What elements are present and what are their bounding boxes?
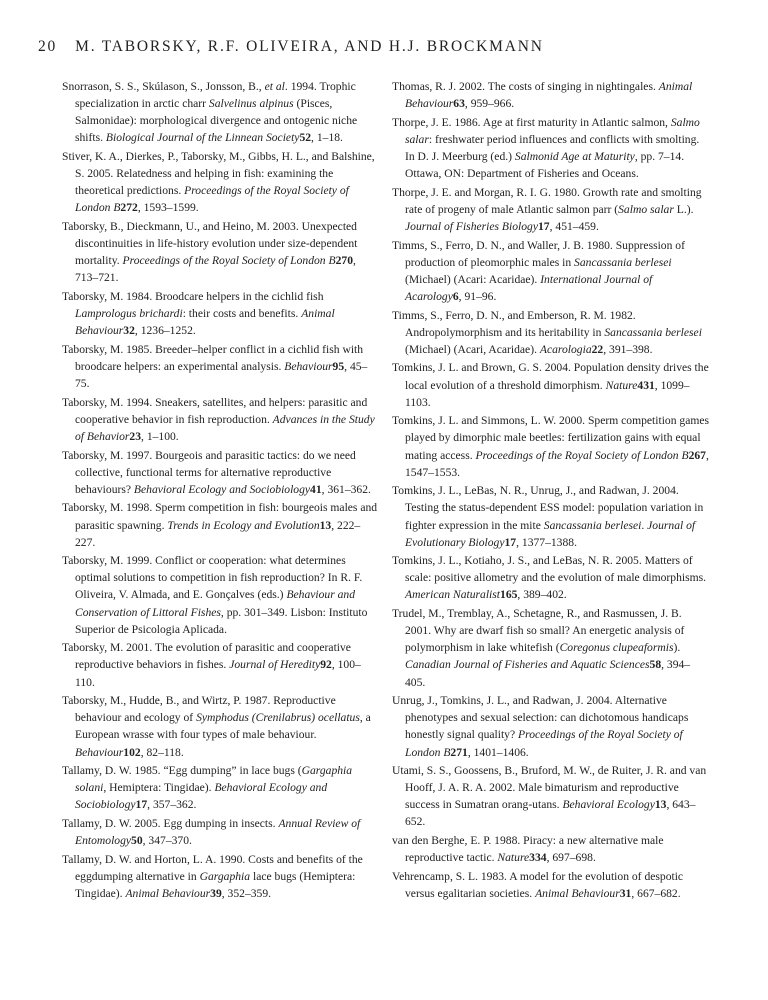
ref-text: Taborsky, M. 2001. The evolution of parasitic and cooperative reproductive behaviors in fishes. [62,641,351,672]
ref-text: Taborsky, M. 1998. Sperm competition in fish: bourgeois males and parasitic spawning. [62,501,378,532]
ref-text: ). [673,641,681,655]
reference-column-left [62,78,380,904]
volume-number: 272 [120,201,138,215]
ref-text: Taborsky, M. 1997. Bourgeois and parasitic tactics: do we need collective, functional terms for alternative reproductive behaviours? [62,448,356,496]
volume-number: 17 [135,798,148,812]
ref-italic: et al [264,80,285,93]
reference-entry [62,552,380,637]
page-range: , 959–966. [464,97,515,111]
journal-title: Behavioral Ecology [562,798,655,812]
page-range: , 697–698. [546,851,596,865]
ref-text: Taborsky, M. 1999. Conflict or cooperation: what determines optimal solutions to competition in fish reproduction? In R. F. Oliveira, V. Almada, and E. Gonçalves (eds.) [62,554,363,602]
journal-title: Canadian Journal of Fisheries and Aquatic Sciences [405,658,650,672]
ref-text: Tomkins, J. L., Kotiaho, J. S., and LeBas, N. R. 2005. Matters of scale: positive allometry and the evolution of male dimorphisms. [392,554,707,585]
page-range: , 100–110. [75,658,361,689]
page-range: , 1–100. [141,429,179,443]
ref-text: Taborsky, M., Hudde, B., and Wirtz, P. 1987. Reproductive behaviour and ecology of [62,694,336,725]
ref-text: Tallamy, D. W. and Horton, L. A. 1990. Costs and benefits of the eggdumping alternative in [62,852,363,883]
reference-entry [392,832,710,866]
reference-entry [392,552,710,603]
ref-text: Stiver, K. A., Dierkes, P., Taborsky, M., Gibbs, H. L., and Balshine, S. 2005. Relatedness and helping in fish: examining the theoretical predictions. [62,149,375,198]
journal-title: Behavioral Ecology and Sociobiology [75,781,328,812]
species-name: Sancassania berlesei [543,518,642,532]
journal-title: Animal Behaviour [125,887,211,901]
volume-number: 165 [500,588,518,602]
volume-number: 13 [319,518,332,532]
page-range: , 643–652. [405,798,696,829]
volume-number: 41 [310,482,322,496]
running-header [38,38,738,56]
ref-text: Tomkins, J. L. and Brown, G. S. 2004. Population density drives the local evolution of a threshold dimorphism. [392,361,709,392]
ref-text: Vehrencamp, S. L. 1983. A model for the evolution of despotic versus egalitarian societies. [392,869,684,901]
journal-title: Acarologia [539,342,592,356]
reference-entry [392,78,710,112]
ref-text: (Michael) (Acari: Acaridae). [405,272,541,286]
ref-text: . [641,518,648,532]
journal-title: Behaviour and Conservation of Littoral Fishes [75,588,356,619]
page-range: , 1377–1388. [516,535,577,549]
journal-title: Behavioral Ecology and Sociobiology [133,482,311,496]
species-name: Lamprologus brichardi [75,307,183,320]
page-range: , 389–402. [517,588,567,602]
ref-text: Tomkins, J. L., LeBas, N. R., Unrug, J., and Radwan, J. 2004. Testing the status-dependent ESS model: population variation in fighter expression in the mite [392,484,704,532]
page-range: , 394–405. [405,658,691,689]
reference-entry [392,359,710,410]
species-name: Salvelinus alpinus [208,97,294,111]
ref-text: Tallamy, D. W. 2005. Egg dumping in insects. [62,817,279,831]
reference-entry [62,692,380,760]
journal-title: Animal Behaviour [535,887,620,901]
reference-entry [62,341,380,392]
page-range: , 347–370. [142,834,192,848]
page-range: , 357–362. [147,798,197,812]
ref-text: : their costs and benefits. [182,307,302,320]
journal-title: Journal of Evolutionary Biology [405,518,696,549]
journal-title: Animal Behaviour [405,80,693,111]
ref-text: , Hemiptera: Tingidae). [103,781,215,795]
journal-title: Proceedings of the Royal Society of London B [475,448,689,462]
reference-entry [62,851,380,902]
ref-text: Tomkins, J. L. and Simmons, L. W. 2000. Sperm competition games played by dimorphic male beetles: fertilization gains with equal mating access. [392,414,710,462]
page-range: , 1236–1252. [134,324,196,338]
species-name: Symphodus (Crenilabrus) ocellatus [196,711,360,725]
reference-entry [62,288,380,339]
journal-title: International Journal of Acarology [405,272,653,303]
reference-entry [392,184,710,235]
reference-entry [392,307,710,358]
volume-number: 31 [619,887,632,901]
page-range: , 1401–1406. [467,745,529,759]
page-range: , 82–118. [140,745,184,759]
ref-text: L.). [673,202,694,216]
ref-text: Timms, S., Ferro, D. N., and Emberson, R. M. 1982. Andropolymorphism and its heritability in [392,308,636,339]
species-name: Gargaphia [199,869,251,883]
reference-entry [62,447,380,498]
ref-text: Trudel, M., Tremblay, A., Schetagne, R., and Rasmussen, J. B. 2001. Why are dwarf fish so small? An energetic analysis of polymorphism in lake whitefish ( [392,607,685,655]
volume-number: 92 [320,658,332,672]
ref-text: Timms, S., Ferro, D. N., and Waller, J. B. 1980. Suppression of production of pleomorphic males in [392,238,685,269]
volume-number: 6 [452,289,459,303]
ref-text: , a European wrasse with four types of male behaviour. [75,711,371,742]
volume-number: 58 [649,658,662,672]
reference-entry [392,482,710,550]
ref-text: (Pisces, Salmonidae): morphological divergence and ontogenic niche shifts. [75,97,358,145]
journal-title: Annual Review of Entomology [75,817,361,848]
ref-text: Thorpe, J. E. 1986. Age at first maturity in Atlantic salmon, [392,115,671,129]
journal-title: Trends in Ecology and Evolution [167,518,320,532]
volume-number: 50 [131,834,143,848]
ref-text: : freshwater period influences and conflicts with smolting. In D. J. Meerburg (ed.) [405,132,700,163]
reference-entry [62,499,380,550]
page-range: , 352–359. [221,887,272,901]
journal-title: Proceedings of the Royal Society of London B [122,254,336,268]
reference-entry [62,78,380,146]
page-range: , 1547–1553. [405,448,709,479]
page-range: , 222–227. [75,518,361,549]
volume-number: 334 [529,851,547,865]
journal-title: Animal Behaviour [75,307,335,338]
volume-number: 267 [688,448,706,462]
page-number: 20 [38,38,58,55]
reference-entry [62,148,380,216]
running-title: M. TABORSKY, R.F. OLIVEIRA, AND H.J. BROCKMANN [75,38,544,55]
page-range: , 361–362. [321,482,371,496]
ref-text: Taborsky, B., Dieckmann, U., and Heino, M. 2003. Unexpected discontinuities in life-history evolution under size-dependent mortality. [62,219,358,268]
ref-text: (Michael) (Acari, Acaridae). [405,342,540,356]
ref-text: van den Berghe, E. P. 1988. Piracy: a new alternative male reproductive tactic. [392,834,664,865]
page-range: , pp. 301–349. Lisbon: Instituto Superior de Psicologia Aplicada. [75,605,368,636]
species-name: Sancassania berlesei [574,255,672,269]
volume-number: 270 [335,254,353,268]
reference-entry [62,815,380,849]
journal-title: Journal of Fisheries Biology [405,219,538,233]
volume-number: 102 [123,745,141,759]
volume-number: 13 [654,798,667,812]
page-range: , 1593–1599. [137,201,199,215]
volume-number: 431 [637,378,655,392]
page-range: , 451–459. [549,219,599,233]
volume-number: 52 [299,131,312,145]
journal-title: American Naturalist [405,588,501,602]
volume-number: 23 [129,429,142,443]
reference-entry [392,762,710,830]
reference-entry [392,692,710,760]
species-name: Salmo salar [618,202,674,216]
page-range: , 1099–1103. [405,378,690,409]
volume-number: 271 [450,745,468,759]
volume-number: 17 [504,535,517,549]
journal-title: Advances in the Study of Behavior [75,412,375,443]
journal-title: Nature [497,851,530,865]
reference-entry [392,868,710,902]
species-name: Salmo salar [405,115,700,146]
ref-text: Utami, S. S., Goossens, B., Bruford, M. W., de Ruiter, J. R. and van Hooff, J. A. R. A. 2002. Male bimaturism and reproductive success in Sumatran orang-utans. [392,764,707,812]
page-range: , 45–75. [75,359,368,390]
journal-title: Proceedings of the Royal Society of London B [75,184,349,215]
ref-text: Thomas, R. J. 2002. The costs of singing in nightingales. [392,80,659,93]
ref-text: Snorrason, S. S., Skúlason, S., Jonsson, B., [62,80,265,93]
species-name: Gargaphia solani [75,764,353,795]
journal-title: Proceedings of the Royal Society of London B [405,728,683,759]
species-name: Coregonus clupeaformis [559,641,674,655]
reference-column-right [392,78,710,904]
page-range: , 667–682. [631,887,681,901]
ref-text: Taborsky, M. 1984. Broodcare helpers in the cichlid fish [62,289,324,303]
ref-text: Taborsky, M. 1985. Breeder–helper conflict in a cichlid fish with broodcare helpers: an experimental analysis. [62,342,364,373]
ref-text: lace bugs (Hemiptera: Tingidae). [75,869,356,901]
volume-number: 39 [210,887,222,901]
reference-entry [62,218,380,286]
volume-number: 63 [453,97,465,111]
page-range: , 91–96. [458,289,497,303]
reference-entry [62,639,380,690]
page-range: , 713–721. [75,254,356,285]
volume-number: 32 [123,324,135,338]
page-range: , pp. 7–14. Ottawa, ON: Department of Fisheries and Oceans. [405,149,685,181]
ref-text: Thorpe, J. E. and Morgan, R. I. G. 1980. Growth rate and smolting rate of progeny of male Atlantic salmon parr ( [392,185,702,216]
volume-number: 22 [591,342,604,356]
reference-entry [392,114,710,182]
ref-text: Tallamy, D. W. 1985. “Egg dumping” in lace bugs ( [62,764,302,778]
journal-title: Salmonid Age at Maturity [514,149,635,163]
journal-title: Biological Journal of the Linnean Society [105,131,300,145]
page-range: , 1–18. [311,131,343,145]
reference-entry [392,237,710,305]
reference-entry [392,412,710,480]
journal-title: Behaviour [75,745,124,759]
ref-text: . 1994. Trophic specialization in arctic charr [75,80,356,111]
ref-text: Taborsky, M. 1994. Sneakers, satellites, and helpers: parasitic and cooperative behavior in fish reproduction. [62,395,368,426]
species-name: Sancassania berlesei [604,325,702,339]
volume-number: 17 [538,219,550,233]
reference-entry [62,394,380,445]
journal-title: Nature [605,378,638,392]
page-range: , 391–398. [603,342,653,356]
journal-title: Journal of Heredity [229,658,321,672]
reference-entry [392,605,710,690]
ref-text: Unrug, J., Tomkins, J. L., and Radwan, J. 2004. Alternative phenotypes and sexual selection: can dichotomous handicaps honestly signal quality? [392,694,689,742]
reference-entry [62,762,380,813]
journal-title: Behaviour [284,359,333,373]
volume-number: 95 [332,359,345,373]
